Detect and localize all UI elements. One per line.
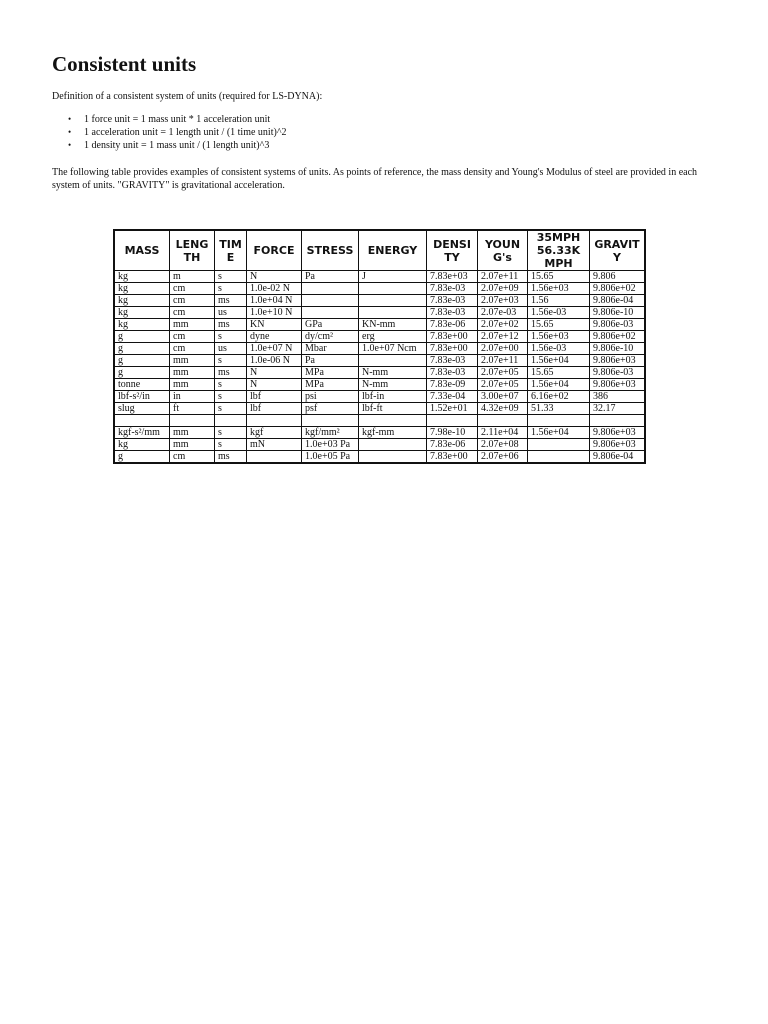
table-cell-length: cm [170,343,215,355]
table-row [114,331,645,343]
table-cell-time: us [215,343,247,355]
table-cell-velocity: 1.56e+03 [528,283,590,295]
table-cell-mass: kg [114,271,170,283]
table-cell-youngs: 2.07e+12 [478,331,528,343]
table-cell-velocity: 15.65 [528,319,590,331]
table-cell-velocity: 51.33 [528,403,590,415]
table-cell-mass: g [114,331,170,343]
table-cell-density: 7.83e-06 [427,439,478,451]
table-row [114,415,645,427]
table-cell-time: s [215,403,247,415]
table-cell-force: N [247,271,302,283]
table-cell-youngs: 3.00e+07 [478,391,528,403]
table-cell-energy: kgf-mm [359,427,427,439]
table-cell-energy [359,415,427,427]
column-header-gravity: GRAVIT Y [590,230,646,271]
table-cell-length: mm [170,355,215,367]
table-cell-density: 7.83e+03 [427,271,478,283]
table-cell-time: us [215,307,247,319]
table-cell-stress [302,307,359,319]
table-cell-gravity: 9.806 [590,271,646,283]
table-cell-density: 7.83e-09 [427,379,478,391]
table-cell-energy [359,307,427,319]
table-cell-force: KN [247,319,302,331]
table-cell-energy: KN-mm [359,319,427,331]
column-header-energy: ENERGY [359,230,427,271]
table-cell-gravity: 9.806e-03 [590,367,646,379]
table-cell-energy: N-mm [359,379,427,391]
table-cell-stress: Pa [302,355,359,367]
table-cell-stress: MPa [302,367,359,379]
table-cell-density [427,415,478,427]
table-cell-velocity [528,451,590,464]
table-cell-stress: dy/cm² [302,331,359,343]
table-cell-time: s [215,379,247,391]
table-row [114,367,645,379]
table-cell-force: lbf [247,403,302,415]
table-cell-mass: kg [114,439,170,451]
table-cell-time: ms [215,319,247,331]
table-cell-gravity: 9.806e+03 [590,379,646,391]
description-paragraph: The following table provides examples of consistent systems of units. As points of reference, the mass density and Young's Modulus of steel are provided in each system of units. "GRAVITY" is gravitational acceleration. [52,167,698,191]
table-row [114,283,645,295]
table-row [114,343,645,355]
table-cell-youngs: 2.11e+04 [478,427,528,439]
table-cell-mass: slug [114,403,170,415]
table-cell-time: ms [215,367,247,379]
table-cell-time: s [215,439,247,451]
list-item [52,113,287,126]
table-cell-youngs: 2.07e+06 [478,451,528,464]
table-cell-density: 7.83e-03 [427,295,478,307]
table-cell-mass: tonne [114,379,170,391]
table-cell-stress: 1.0e+05 Pa [302,451,359,464]
column-header-length: LENG TH [170,230,215,271]
table-cell-length [170,415,215,427]
column-header-stress: STRESS [302,230,359,271]
table-cell-stress: psi [302,391,359,403]
table-cell-time: ms [215,295,247,307]
table-cell-stress: MPa [302,379,359,391]
table-cell-youngs [478,415,528,427]
table-cell-density: 7.33e-04 [427,391,478,403]
table-cell-energy [359,295,427,307]
table-cell-mass [114,415,170,427]
table-cell-mass: g [114,355,170,367]
table-cell-density: 7.83e-03 [427,367,478,379]
table-cell-youngs: 2.07e+03 [478,295,528,307]
list-item [52,126,287,139]
table-cell-stress: Mbar [302,343,359,355]
table-cell-youngs: 4.32e+09 [478,403,528,415]
table-cell-gravity: 9.806e-04 [590,451,646,464]
table-cell-gravity: 32.17 [590,403,646,415]
table-cell-gravity: 9.806e-10 [590,343,646,355]
table-cell-stress: GPa [302,319,359,331]
table-cell-force: N [247,379,302,391]
table-cell-stress [302,283,359,295]
table-cell-length: cm [170,307,215,319]
column-header-force: FORCE [247,230,302,271]
table-cell-length: cm [170,451,215,464]
table-cell-force [247,451,302,464]
units-table [113,229,646,464]
table-cell-mass: kg [114,307,170,319]
table-cell-stress: psf [302,403,359,415]
table-cell-velocity: 1.56e+03 [528,331,590,343]
table-cell-energy [359,355,427,367]
table-cell-length: ft [170,403,215,415]
list-item-text: 1 force unit = 1 mass unit * 1 acceleration unit [84,114,271,125]
table-row [114,295,645,307]
table-cell-mass: lbf-s²/in [114,391,170,403]
table-cell-stress: 1.0e+03 Pa [302,439,359,451]
table-cell-mass: kg [114,319,170,331]
table-row [114,379,645,391]
table-cell-stress [302,295,359,307]
table-cell-mass: kg [114,295,170,307]
table-cell-force: kgf [247,427,302,439]
table-row [114,403,645,415]
table-cell-gravity: 9.806e+03 [590,355,646,367]
table-cell-density: 7.83e-03 [427,283,478,295]
table-cell-youngs: 2.07e+05 [478,367,528,379]
table-cell-gravity: 9.806e+02 [590,331,646,343]
table-cell-length: cm [170,331,215,343]
table-cell-velocity: 1.56e-03 [528,307,590,319]
table-cell-gravity [590,415,646,427]
column-header-mass: MASS [114,230,170,271]
table-cell-length: mm [170,439,215,451]
column-header-time: TIM E [215,230,247,271]
table-cell-stress: kgf/mm² [302,427,359,439]
table-row [114,355,645,367]
list-item-text: 1 density unit = 1 mass unit / (1 length unit)^3 [84,140,270,151]
column-header-youngs: YOUN G's [478,230,528,271]
table-cell-length: mm [170,319,215,331]
table-cell-force: N [247,367,302,379]
table-cell-stress: Pa [302,271,359,283]
page-title: Consistent units [52,52,197,76]
table-cell-density: 7.83e+00 [427,451,478,464]
table-cell-gravity: 9.806e+03 [590,427,646,439]
table-cell-energy: N-mm [359,367,427,379]
table-body [114,271,645,464]
table-cell-gravity: 9.806e+03 [590,439,646,451]
table-cell-energy: 1.0e+07 Ncm [359,343,427,355]
list-item-text: 1 acceleration unit = 1 length unit / (1 time unit)^2 [84,127,287,138]
table-cell-length: mm [170,379,215,391]
table-cell-youngs: 2.07e-03 [478,307,528,319]
table-cell-velocity: 15.65 [528,367,590,379]
table-cell-energy [359,451,427,464]
table-cell-mass: kg [114,283,170,295]
table-cell-time: s [215,283,247,295]
table-cell-density: 7.83e-03 [427,307,478,319]
table-cell-energy [359,283,427,295]
table-cell-velocity [528,439,590,451]
table-cell-time: s [215,391,247,403]
table-cell-velocity: 6.16e+02 [528,391,590,403]
table-row [114,451,645,464]
table-cell-youngs: 2.07e+05 [478,379,528,391]
table-cell-gravity: 9.806e+02 [590,283,646,295]
bullet-icon: • [68,114,72,124]
table-cell-time: ms [215,451,247,464]
table-cell-force [247,415,302,427]
table-cell-density: 7.83e+00 [427,331,478,343]
table-row [114,307,645,319]
table-cell-youngs: 2.07e+08 [478,439,528,451]
table-cell-time: s [215,427,247,439]
table-cell-time: s [215,355,247,367]
table-cell-youngs: 2.07e+02 [478,319,528,331]
table-cell-energy [359,439,427,451]
table-cell-density: 7.83e-03 [427,355,478,367]
table-cell-length: m [170,271,215,283]
table-cell-youngs: 2.07e+11 [478,355,528,367]
table-cell-velocity: 1.56e+04 [528,355,590,367]
table-cell-density: 7.83e-06 [427,319,478,331]
table-cell-gravity: 9.806e-04 [590,295,646,307]
table-cell-length: mm [170,367,215,379]
table-cell-time [215,415,247,427]
table-row [114,427,645,439]
table-cell-force: 1.0e-02 N [247,283,302,295]
table-cell-youngs: 2.07e+00 [478,343,528,355]
table-cell-mass: g [114,343,170,355]
table-cell-gravity: 9.806e-03 [590,319,646,331]
table-cell-force: lbf [247,391,302,403]
table-cell-force: dyne [247,331,302,343]
definition-list [52,113,287,152]
column-header-velocity: 35MPH 56.33K MPH [528,230,590,271]
intro-text: Definition of a consistent system of units (required for LS-DYNA): [52,91,323,102]
bullet-icon: • [68,140,72,150]
table-cell-energy: J [359,271,427,283]
table-cell-youngs: 2.07e+09 [478,283,528,295]
table-cell-gravity: 386 [590,391,646,403]
list-item [52,139,287,152]
table-row [114,319,645,331]
table-cell-velocity: 1.56e-03 [528,343,590,355]
table-cell-mass: g [114,367,170,379]
table-cell-density: 1.52e+01 [427,403,478,415]
table-cell-force: 1.0e-06 N [247,355,302,367]
table-cell-velocity: 1.56e+04 [528,427,590,439]
table-row [114,439,645,451]
table-cell-velocity [528,415,590,427]
table-cell-length: mm [170,427,215,439]
table-cell-force: 1.0e+04 N [247,295,302,307]
table-cell-time: s [215,331,247,343]
table-cell-velocity: 1.56 [528,295,590,307]
table-cell-mass: g [114,451,170,464]
table-cell-density: 7.83e+00 [427,343,478,355]
table-cell-stress [302,415,359,427]
table-cell-length: cm [170,295,215,307]
table-header-row [114,230,645,271]
table-cell-mass: kgf-s²/mm [114,427,170,439]
table-cell-energy: lbf-in [359,391,427,403]
table-cell-time: s [215,271,247,283]
table-cell-density: 7.98e-10 [427,427,478,439]
table-cell-force: 1.0e+07 N [247,343,302,355]
table-cell-length: cm [170,283,215,295]
table-cell-force: mN [247,439,302,451]
table-cell-energy: lbf-ft [359,403,427,415]
table-cell-velocity: 1.56e+04 [528,379,590,391]
table-row [114,271,645,283]
table-cell-youngs: 2.07e+11 [478,271,528,283]
bullet-icon: • [68,127,72,137]
table-cell-length: in [170,391,215,403]
table-cell-velocity: 15.65 [528,271,590,283]
table-cell-gravity: 9.806e-10 [590,307,646,319]
table-cell-energy: erg [359,331,427,343]
column-header-density: DENSI TY [427,230,478,271]
table-cell-force: 1.0e+10 N [247,307,302,319]
table-row [114,391,645,403]
